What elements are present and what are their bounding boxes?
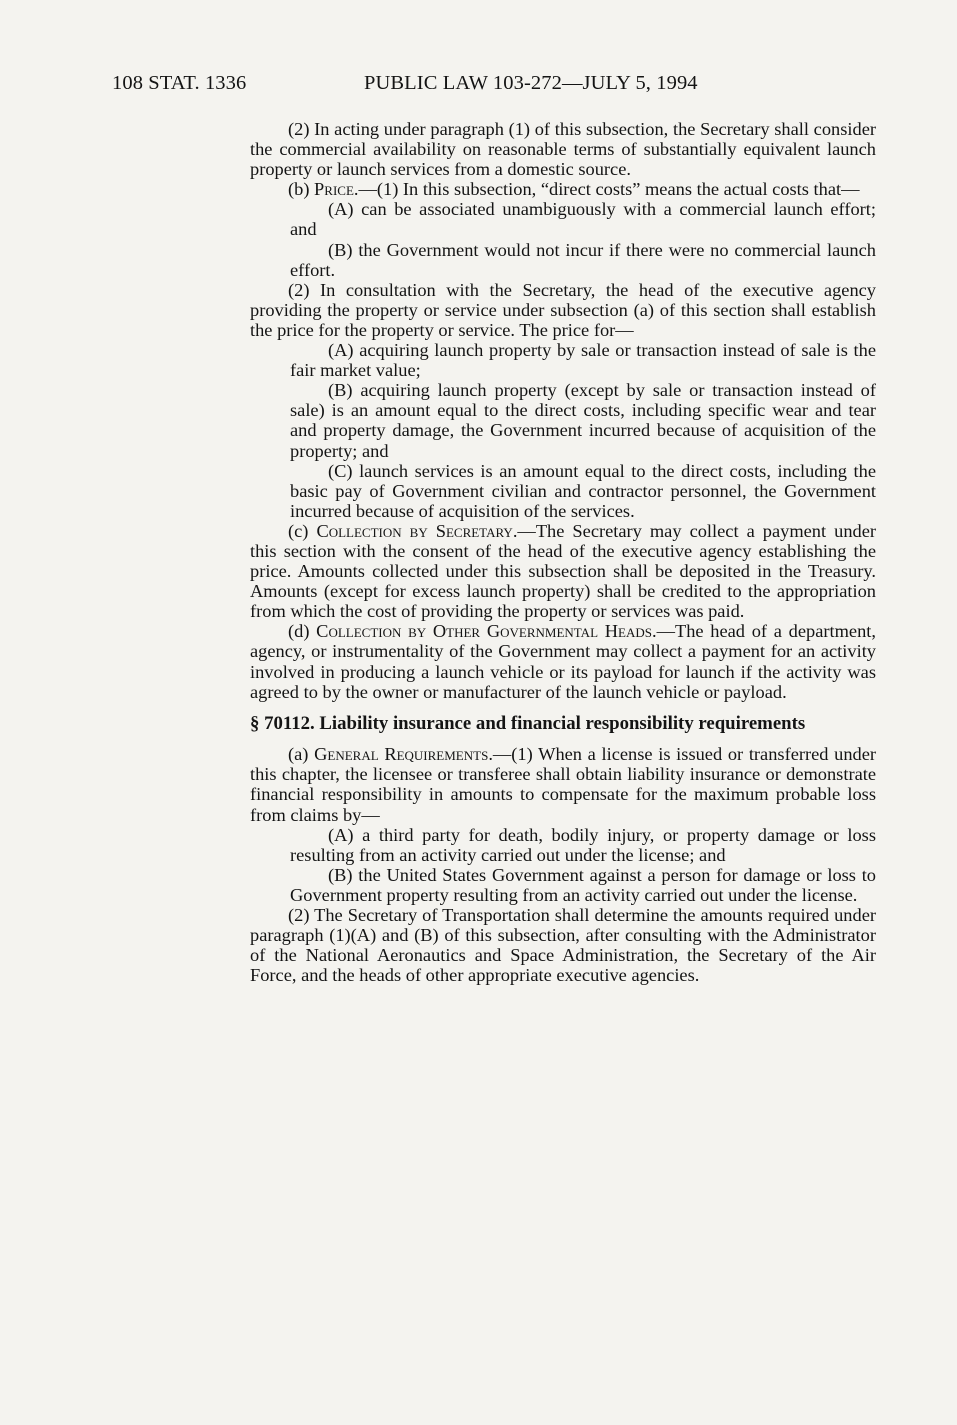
section-70112-a-1-B: (B) the United States Government against a person for damage or loss to Government property resulting from an activity carried out under the license.	[290, 864, 876, 905]
subsection-b-heading: Price	[314, 179, 354, 200]
public-law-running-head: PUBLIC LAW 103-272—JULY 5, 1994	[364, 72, 698, 94]
subparagraph-b-1-B: (B) the Government would not incur if there were no commercial launch effort.	[290, 239, 876, 280]
subsection-b-price	[250, 179, 876, 199]
statute-page-reference: 108 STAT. 1336	[112, 72, 247, 94]
section-70112-a-marker: (a)	[288, 744, 315, 765]
statute-text-column	[250, 119, 876, 985]
section-70112-heading: § 70112. Liability insurance and financial responsibility requirements	[250, 712, 806, 734]
subsection-c-text: .—The Secretary may collect a payment under this section with the consent of the head of the executive agency establishing the price. Amounts collected under this subsection shall be deposited in the Treasury. Amounts (except for excess launch property) shall be credited to the appropriation from which the cost of providing the property or services was paid.	[250, 520, 877, 622]
subparagraph-b-2-C: (C) launch services is an amount equal to the direct costs, including the basic pay of Government civilian and contractor personnel, the Government incurred because of acquisition of the services.	[290, 460, 876, 521]
subsection-d-collection-other	[250, 621, 876, 701]
subsection-c-marker: (c)	[288, 520, 317, 541]
subsection-d-heading: Collection by Other Governmental Heads	[316, 621, 652, 642]
section-70112-a-text: .—(1) When a license is issued or transferred under this chapter, the licensee or transferee shall obtain liability insurance or demonstrate financial responsibility in amounts to compensate for the maximum probable loss from claims by—	[250, 744, 877, 825]
paragraph-b-2: (2) In consultation with the Secretary, the head of the executive agency providing the property or service under subsection (a) of this section shall establish the price for the property or service. The price for—	[250, 279, 876, 340]
section-70112-a-1-A: (A) a third party for death, bodily injury, or property damage or loss resulting from an activity carried out under the license; and	[290, 824, 876, 865]
paragraph-a-2: (2) In acting under paragraph (1) of this subsection, the Secretary shall consider the commercial availability on reasonable terms of substantially equivalent launch property or launch services from a domestic source.	[250, 119, 876, 180]
subsection-d-marker: (d)	[288, 621, 317, 642]
subparagraph-b-1-A: (A) can be associated unambiguously with a commercial launch effort; and	[290, 199, 876, 240]
subsection-b-text: .—(1) In this subsection, “direct costs” means the actual costs that—	[353, 179, 860, 200]
subsection-d-text: .—The head of a department, agency, or instrumentality of the Government may collect a payment for an activity involved in producing a launch vehicle or its payload for launch if the activity was agreed to by the owner or manufacturer of the launch vehicle or payload.	[250, 621, 876, 702]
subparagraph-b-2-B: (B) acquiring launch property (except by sale or transaction instead of sale) is an amount equal to the direct costs, including specific wear and tear and property damage, the Government incurred because of acquisition of the property; and	[290, 380, 876, 461]
subparagraph-b-2-A: (A) acquiring launch property by sale or transaction instead of sale is the fair market value;	[290, 340, 876, 381]
subsection-c-collection	[250, 521, 876, 621]
section-70112-a-heading: General Requirements	[314, 744, 489, 765]
subsection-c-heading: Collection by Secretary	[316, 520, 513, 541]
section-70112-subsection-a	[250, 744, 876, 824]
section-70112-a-2: (2) The Secretary of Transportation shall determine the amounts required under paragraph (1)(A) and (B) of this subsection, after consulting with the Administrator of the National Aeronautics and Space Administration, the Secretary of the Air Force, and the heads of other appropriate executive agencies.	[250, 904, 876, 986]
subsection-b-marker: (b)	[288, 179, 315, 200]
